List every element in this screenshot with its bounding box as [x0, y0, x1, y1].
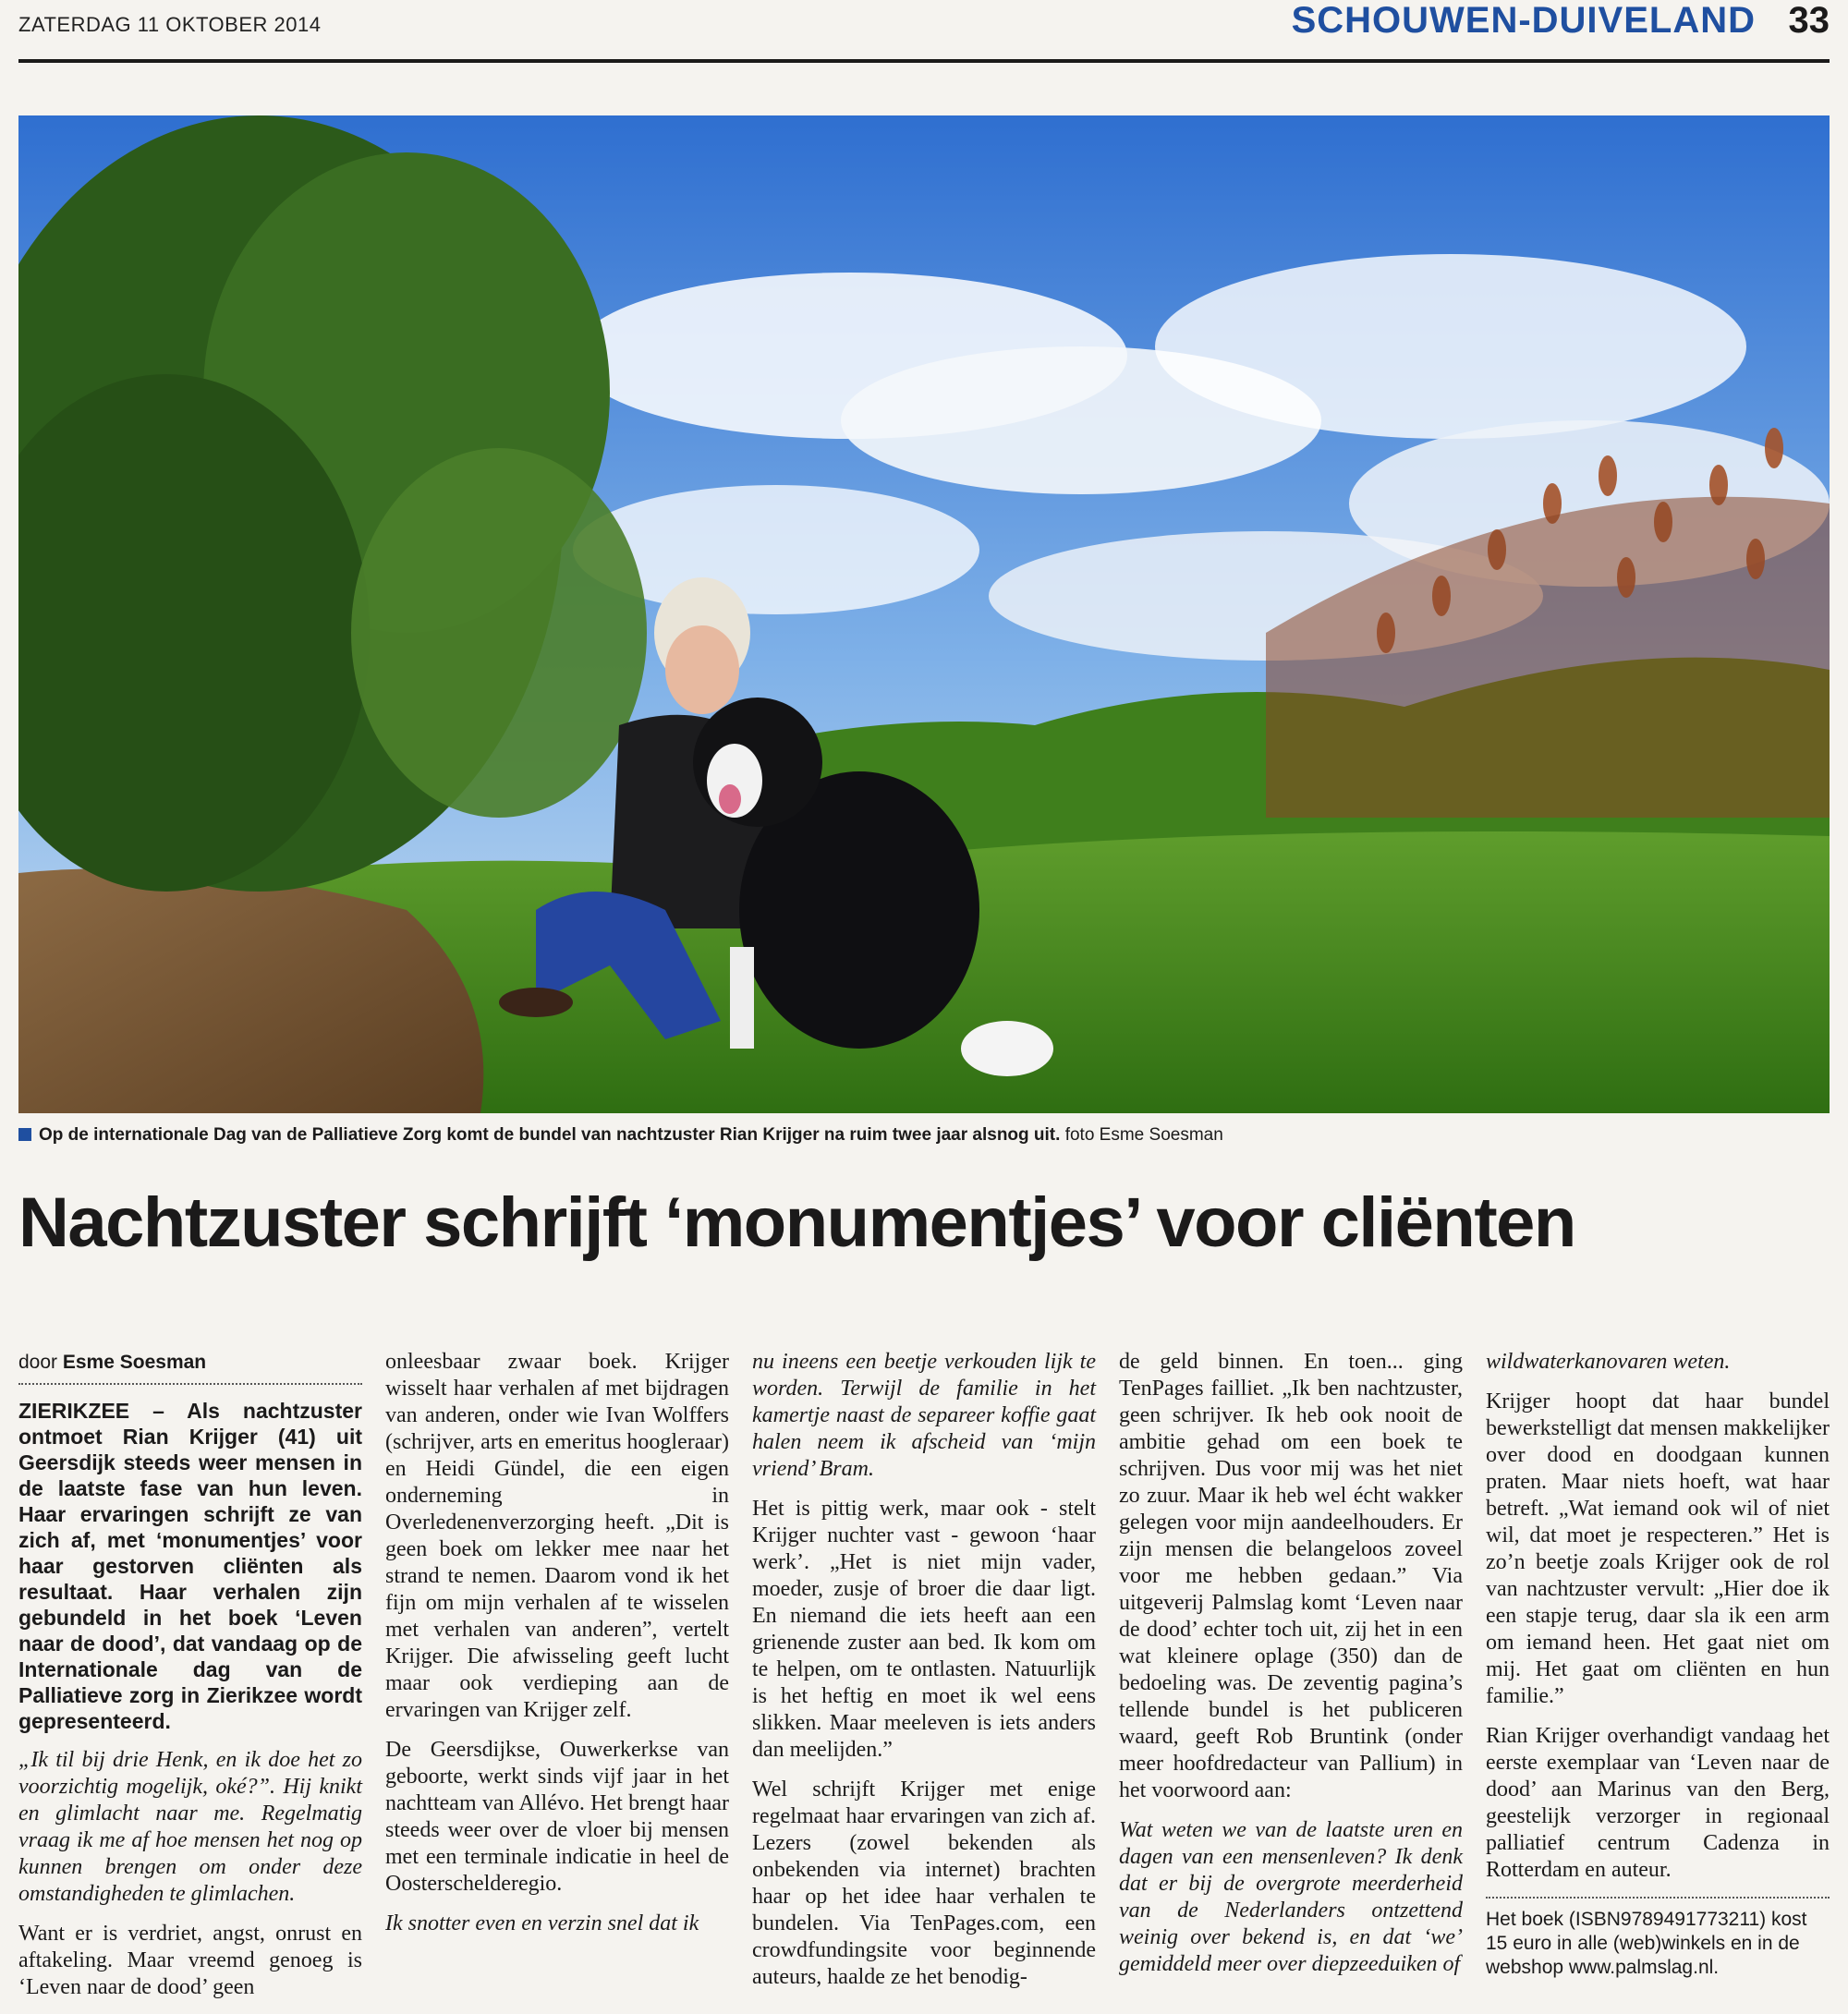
paragraph: de geld binnen. En toen... ging TenPages failliet. „Ik ben nachtzuster, geen schrijver. Ik heb ook nooit de ambitie gehad om een boek te schrijven. Dus voor mij was het niet zo zuur. Maar ik heb wel écht wakker gelegen voor mijn aandeelhouders. Er zijn mensen die belangeloos zoveel voor me hebben gedaan.” Via uitgeverij Palmslag komt ‘Leven naar de dood’ echter toch uit, zij het in een wat kleinere oplage (350) dan de bedoeling was. De zeventig pagina’s tellende bundel is het publiceren waard, geeft Rob Bruntink (onder meer hoofdredacteur van Pallium) in het voorwoord aan: [1119, 1350, 1463, 1802]
article-column-3 [752, 1349, 1096, 2004]
paragraph: Het is pittig werk, maar ook - stelt Krijger nuchter vast - gewoon ‘haar werk’. „Het is niet mijn vader, moeder, zusje of broer die daar ligt. En niemand die iets heeft aan een grienende zuster aan bed. Ik kom om te helpen, om te ontlasten. Natuurlijk is het heftig en moet ik wel eens slikken. Maar meeleven is iets anders dan meelijden.” [752, 1497, 1096, 1762]
paragraph: nu ineens een beetje verkouden lijk te worden. Terwijl de familie in het kamertje naast de separeer koffie gaat halen neem ik afscheid van ‘mijn vriend’ Bram. [752, 1350, 1096, 1481]
byline-author: Esme Soesman [62, 1352, 207, 1373]
article-column-5 [1486, 1349, 1830, 1980]
photo-caption [18, 1125, 1830, 1146]
paragraph: Wat weten we van de laatste uren en dagen van een mensenleven? Ik denk dat er bij de overgrote meerderheid van de Nederlanders ontzettend weinig over bekend is, en dat ‘we’ gemiddeld meer over diepzeeduiken of [1119, 1818, 1463, 1976]
page-header [18, 0, 1830, 65]
book-info-box: Het boek (ISBN9789491773211) kost 15 euro in alle (web)winkels en in de webshop www.palmslag.nl. [1486, 1897, 1830, 1980]
article-column-4 [1119, 1349, 1463, 1991]
paragraph: Ik snotter even en verzin snel dat ik [385, 1911, 699, 1935]
dateline-place: ZIERIKZEE – [18, 1399, 164, 1423]
article-lead [18, 1398, 362, 1734]
header-rule [18, 59, 1830, 63]
paragraph: Want er is verdriet, angst, onrust en aftakeling. Maar vreemd genoeg is ‘Leven naar de dood’ geen [18, 1922, 362, 1999]
paragraph: „Ik til bij drie Henk, en ik doe het zo voorzichtig mogelijk, oké?”. Hij knikt en glimlacht naar me. Regelmatig vraag ik me af hoe mensen het nog op kunnen brengen om onder deze omstandigheden te glimlachen. [18, 1748, 362, 1906]
photo-illustration [18, 115, 1830, 1113]
article-photo [18, 115, 1830, 1113]
byline [18, 1349, 362, 1376]
paragraph: wildwaterkanovaren weten. [1486, 1350, 1731, 1374]
paragraph: Wel schrijft Krijger met enige regelmaat haar ervaringen van zich af. Lezers (zowel bekenden als onbekenden via internet) brachten haar op het idee haar verhalen te bundelen. Via TenPages.com, een crowdfundingsite voor beginnende auteurs, haalde ze het benodig- [752, 1777, 1096, 1989]
caption-marker-icon [18, 1128, 31, 1141]
issue-date: ZATERDAG 11 OKTOBER 2014 [18, 13, 322, 36]
lead-text: Als nachtzuster ontmoet Rian Krijger (41) uit Geersdijk steeds weer mensen in de laatste fase van hun leven. Haar ervaringen schrijft ze van zich af, met ‘monumentjes’ voor haar gestorven cliënten als resultaat. Haar verhalen zijn gebundeld in het boek ‘Leven naar de dood’, dat vandaag op de Internationale dag van de Palliatieve zorg in Zierikzee wordt gepresenteerd. [18, 1399, 362, 1733]
article-column-1 [18, 1349, 362, 2014]
byline-divider [18, 1383, 362, 1385]
section-title: SCHOUWEN-DUIVELAND [1291, 0, 1756, 41]
paragraph: De Geersdijkse, Ouwerkerkse van geboorte, werkt sinds vijf jaar in het nachtteam van Allévo. Het brengt haar steeds weer over de vloer bij mensen met een terminale indicatie in heel de Oosterschelderegio. [385, 1738, 729, 1896]
paragraph: Krijger hoopt dat haar bundel bewerkstelligt dat mensen makkelijker over dood en doodgaan kunnen praten. Maar niets hoeft, wat haar betreft. „Wat iemand ook wil of niet wil, dat moet je respecteren.” Het is zo’n beetje zoals Krijger ook de rol van nachtzuster vervult: „Hier doe ik een stapje terug, daar sla ik een arm om iemand heen. Het gaat niet om mij. Het gaat om cliënten en hun familie.” [1486, 1389, 1830, 1708]
article-column-2 [385, 1349, 729, 1950]
paragraph: onleesbaar zwaar boek. Krijger wisselt haar verhalen af met bijdragen van anderen, onder wie Ivan Wolffers (schrijver, arts en emeritus hoogleraar) en Heidi Gündel, die een eigen onderneming in Overledenenverzorging heeft. „Dit is geen boek om lekker mee naar het strand te nemen. Daarom vond ik het fijn om mijn verhalen af te wisselen met verhalen van anderen”, vertelt Krijger. Die afwisseling geeft lucht maar ook verdieping aan de ervaringen van Krijger zelf. [385, 1350, 729, 1722]
photo-credit: foto Esme Soesman [1064, 1125, 1223, 1145]
article-headline: Nachtzuster schrijft ‘monumentjes’ voor cliënten [18, 1183, 1575, 1262]
caption-text: Op de internationale Dag van de Palliatieve Zorg komt de bundel van nachtzuster Rian Krijger na ruim twee jaar alsnog uit. [39, 1125, 1061, 1145]
byline-prefix: door [18, 1352, 58, 1373]
page-number: 33 [1788, 0, 1830, 41]
paragraph: Rian Krijger overhandigt vandaag het eerste exemplaar van ‘Leven naar de dood’ aan Marinus van den Berg, geestelijk verzorger in regionaal palliatief centrum Cadenza in Rotterdam en auteur. [1486, 1724, 1830, 1882]
